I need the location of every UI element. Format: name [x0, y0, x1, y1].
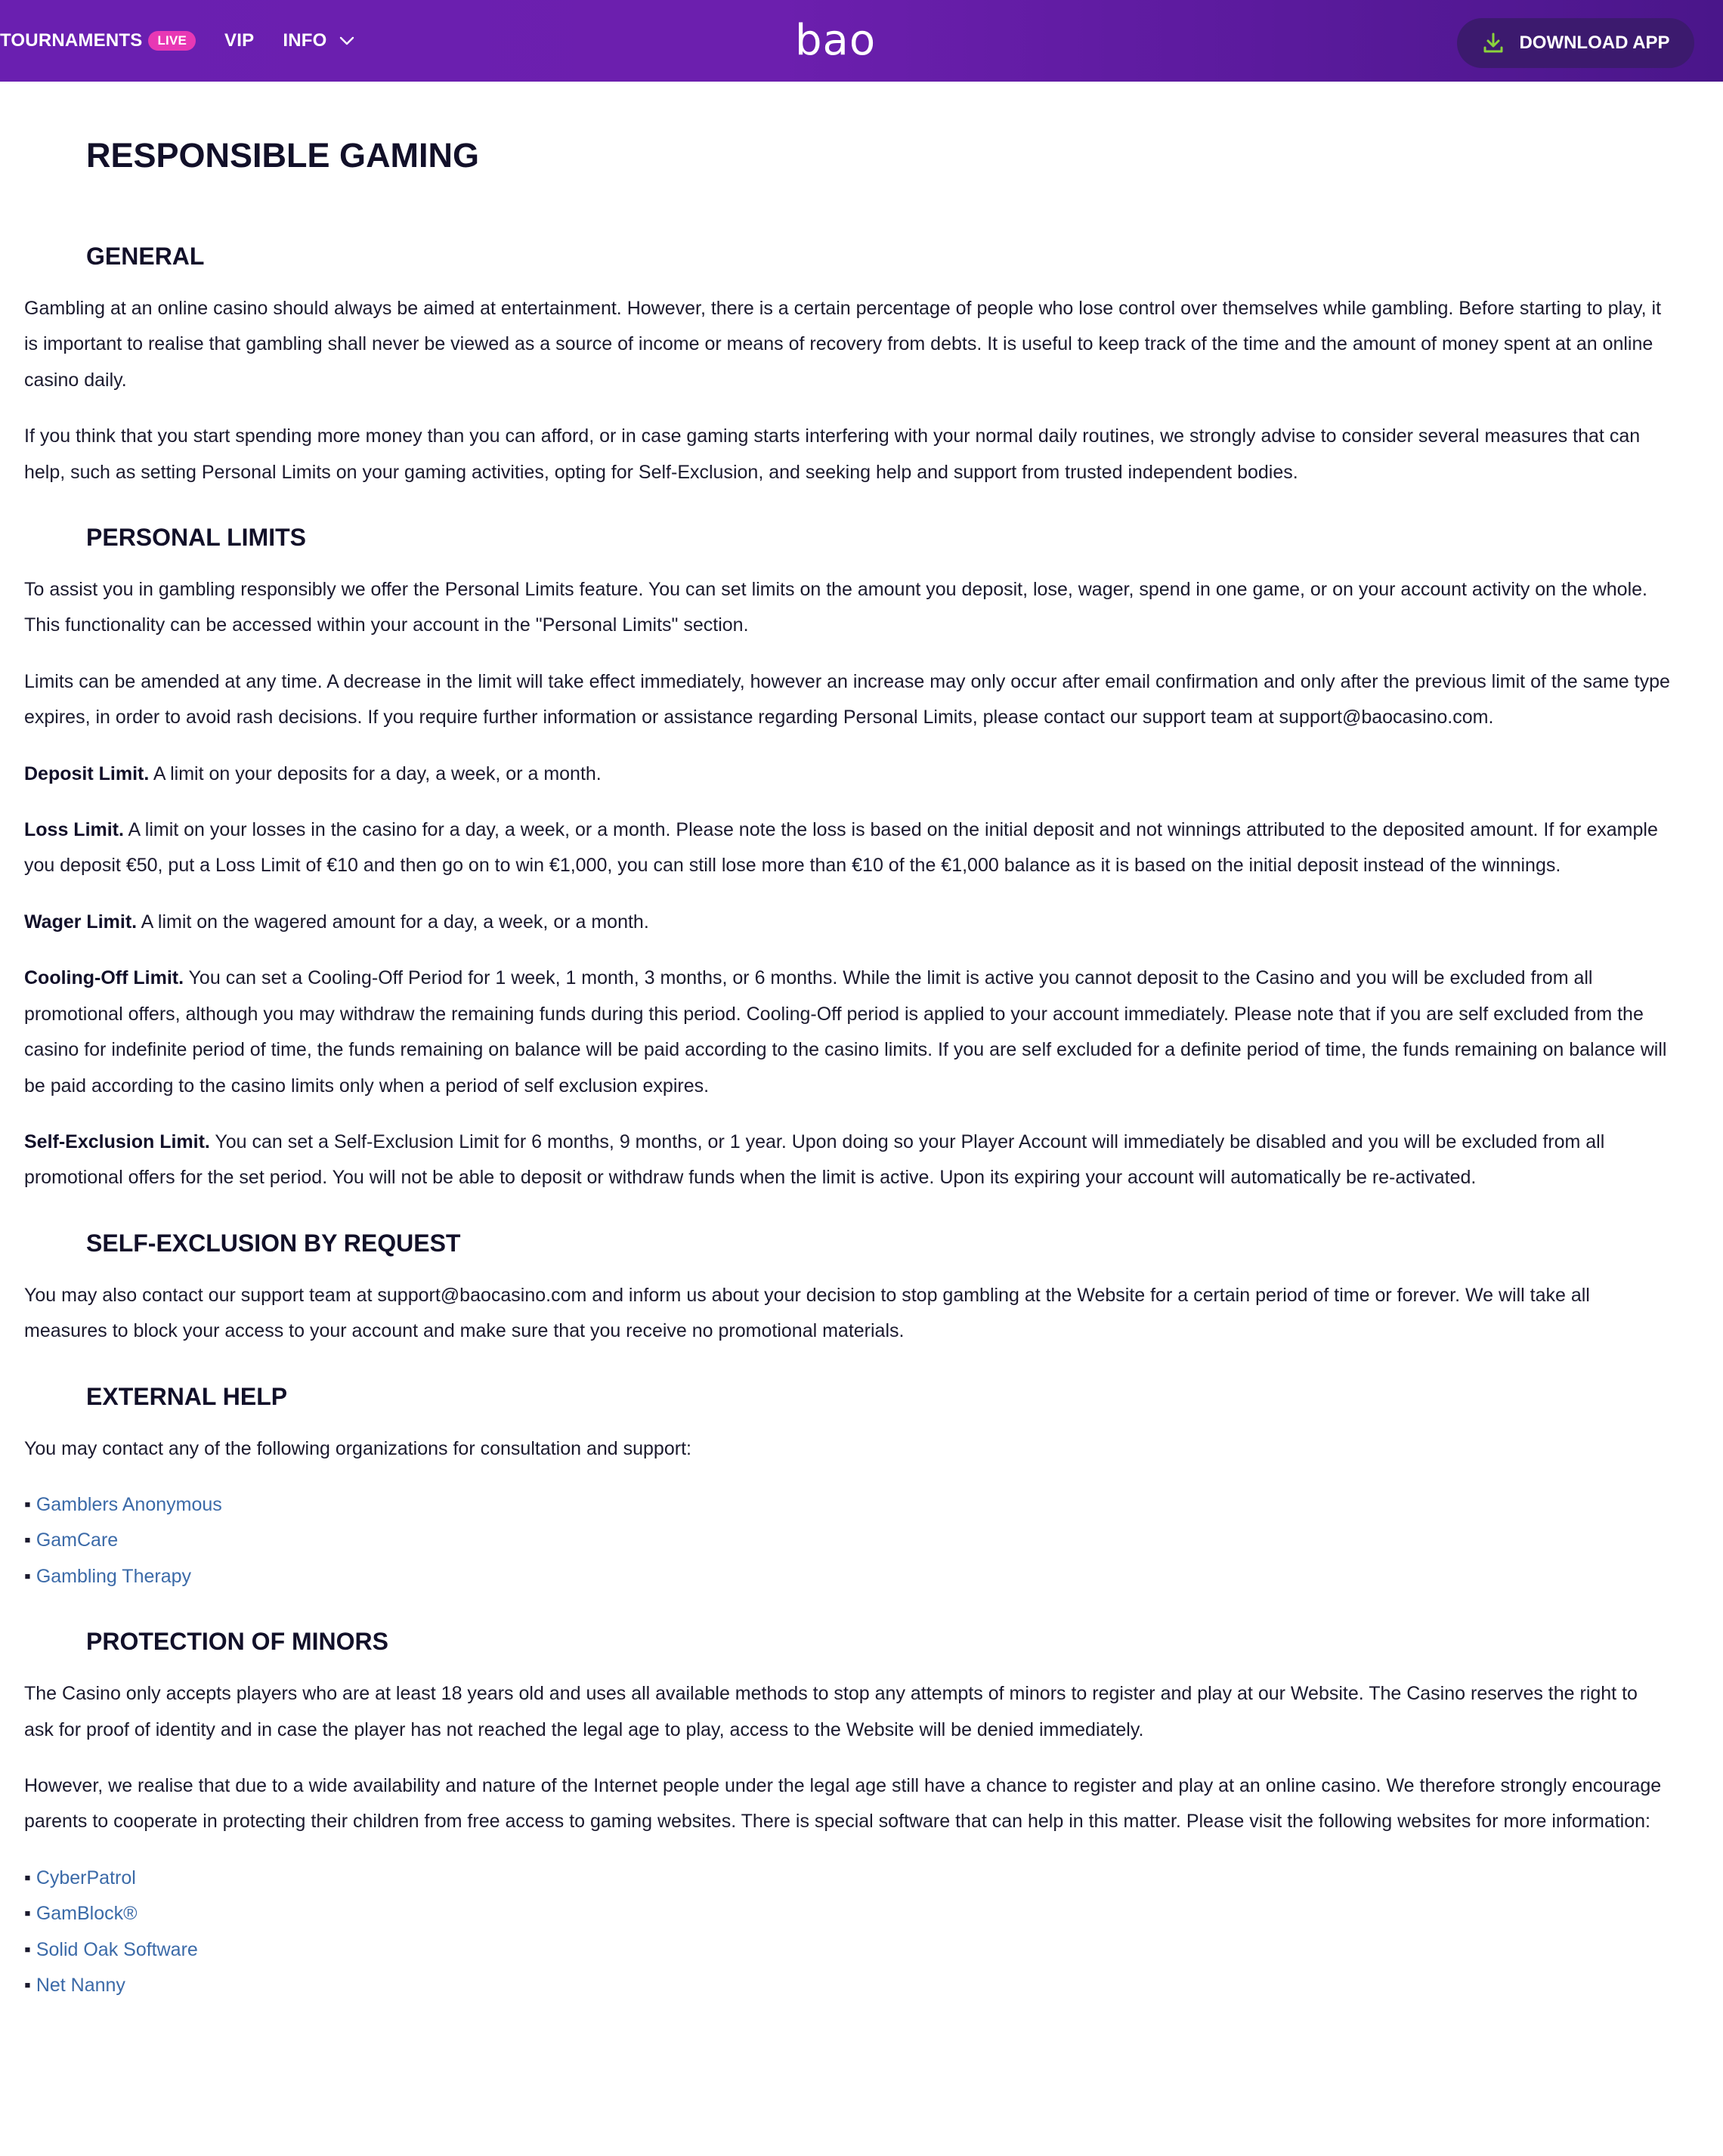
chevron-down-icon: [339, 32, 355, 49]
self-exclusion-limit-item: [24, 1124, 1672, 1196]
download-app-button[interactable]: [1457, 18, 1694, 68]
link-gamcare[interactable]: GamCare: [36, 1530, 119, 1551]
general-paragraph-1: Gambling at an online casino should always be aimed at entertainment. However, there is a certain percentage of people who lose control over themselves while gambling. Before starting to play, it is important to realise that gambling shall never be viewed as a source of income or means of recovery from debts. It is useful to keep track of the time and the amount of money spent at an online casino daily.: [24, 298, 1662, 391]
nav-info-label: INFO: [283, 30, 327, 51]
link-solid-oak-software[interactable]: Solid Oak Software: [36, 1938, 198, 1960]
list-item: ▪ Solid Oak Software: [24, 1938, 198, 1960]
link-cyberpatrol[interactable]: CyberPatrol: [36, 1867, 136, 1888]
link-gamblers-anonymous[interactable]: Gamblers Anonymous: [36, 1493, 222, 1515]
list-item: ▪ GamBlock®: [24, 1903, 138, 1925]
nav-vip-label: VIP: [224, 30, 255, 51]
download-app-label: DOWNLOAD APP: [1519, 32, 1670, 53]
list-item: ▪ Gambling Therapy: [24, 1565, 192, 1587]
loss-limit-label: Loss Limit.: [24, 819, 124, 841]
list-item: ▪ GamCare: [24, 1530, 119, 1551]
loss-limit-text: A limit on your losses in the casino for a day, a week, or a month. Please note the loss is based on the initial deposit and not winnings attributed to the deposited amount. If for example you deposit €50, put a Loss Limit of €10 and then go on to win €1,000, you can still lose more than €10 of the €1,000 balance as it is based on the initial deposit instead of the winnings.: [24, 819, 1658, 877]
wager-limit-label: Wager Limit.: [24, 911, 138, 933]
external-help-paragraph: You may contact any of the following organizations for consultation and support:: [24, 1437, 691, 1459]
minors-paragraph-1: The Casino only accepts players who are at least 18 years old and uses all available methods to stop any attempts of minors to register and play at our Website. The Casino reserves the right to ask for proof of identity and in case the player has not reached the legal age to play, access to the Website will be denied immediately.: [24, 1683, 1638, 1740]
deposit-limit-label: Deposit Limit.: [24, 762, 150, 784]
list-item: ▪ Gamblers Anonymous: [24, 1493, 222, 1515]
main-content: [0, 82, 1672, 2003]
nav-vip[interactable]: [224, 30, 254, 51]
deposit-limit-item: [24, 756, 1672, 792]
page-title: RESPONSIBLE GAMING: [86, 136, 480, 175]
section-heading-general: GENERAL: [86, 243, 205, 270]
section-heading-self-exclusion: SELF-EXCLUSION BY REQUEST: [86, 1229, 461, 1257]
section-heading-external-help: EXTERNAL HELP: [86, 1382, 288, 1410]
minors-paragraph-2: However, we realise that due to a wide availability and nature of the Internet people under the legal age still have a chance to register and play at an online casino. We therefore strongly encourage parents to cooperate in protecting their children from free access to gaming websites. There is special software that can help in this matter. Please visit the following websites for more information:: [24, 1774, 1662, 1833]
personal-limits-paragraph-2: Limits can be amended at any time. A decrease in the limit will take effect immediately, however an increase may only occur after email confirmation and only after the previous limit of the same type expires, in order to avoid rash decisions. If you require further information or assistance regarding Personal Limits, please contact our support team at support@baocasino.com.: [24, 670, 1670, 728]
wager-limit-item: [24, 905, 1672, 940]
link-gamblock[interactable]: GamBlock®: [36, 1903, 138, 1925]
external-help-links: [24, 1487, 1672, 1595]
nav-tournaments-label: TOURNAMENTS: [0, 30, 143, 51]
nav-info-dropdown[interactable]: [283, 30, 355, 51]
personal-limits-paragraph-1: To assist you in gambling responsibly we offer the Personal Limits feature. You can set limits on the amount you deposit, lose, wager, spend in one game, or on your account activity on the whole. This functionality can be accessed within your account in the "Personal Limits" section.: [24, 579, 1647, 636]
self-exclusion-paragraph: You may also contact our support team at support@baocasino.com and inform us about your decision to stop gambling at the Website for a certain period of time or forever. We will take all measures to block your access to your account and make sure that you receive no promotional materials.: [24, 1284, 1590, 1342]
general-paragraph-2: If you think that you start spending more money than you can afford, or in case gaming starts interfering with your normal daily routines, we strongly advise to consider several measures that can help, such as setting Personal Limits on your gaming activities, opting for Self-Exclusion, and seeking help and support from trusted independent bodies.: [24, 425, 1641, 483]
self-exclusion-limit-label: Self-Exclusion Limit.: [24, 1131, 210, 1152]
section-heading-protection-of-minors: PROTECTION OF MINORS: [86, 1628, 388, 1656]
live-badge: LIVE: [148, 31, 196, 51]
cooling-off-limit-label: Cooling-Off Limit.: [24, 967, 184, 989]
list-item: ▪ Net Nanny: [24, 1975, 125, 1996]
loss-limit-item: [24, 812, 1672, 884]
list-item: ▪ CyberPatrol: [24, 1867, 136, 1888]
deposit-limit-text: A limit on your deposits for a day, a week, or a month.: [149, 762, 602, 784]
download-icon: [1481, 31, 1505, 55]
nav-tournaments[interactable]: [0, 30, 196, 51]
top-navigation-bar: [0, 0, 1723, 82]
wager-limit-text: A limit on the wagered amount for a day, a week, or a month.: [137, 911, 649, 933]
link-net-nanny[interactable]: Net Nanny: [36, 1975, 125, 1996]
cooling-off-limit-item: [24, 960, 1672, 1104]
self-exclusion-limit-text: You can set a Self-Exclusion Limit for 6 months, 9 months, or 1 year. Upon doing so your Player Account will immediately be disabled and you will be excluded from all promotional offers for the set period. You will not be able to deposit or withdraw funds when the limit is active. Upon its expiring your account will automatically be re-activated.: [24, 1131, 1605, 1189]
cooling-off-limit-text: You can set a Cooling-Off Period for 1 week, 1 month, 3 months, or 6 months. While the limit is active you cannot deposit to the Casino and you will be excluded from all promotional offers, although you may withdraw the remaining funds during this period. Cooling-Off period is applied to your account immediately. Please note that if you are self excluded from the casino for indefinite period of time, the funds remaining on balance will be paid according to the casino limits. If you are self excluded for a definite period of time, the funds remaining on balance will be paid according to the casino limits only when a period of self exclusion expires.: [24, 967, 1667, 1097]
bao-logo[interactable]: bao: [795, 16, 877, 65]
minors-software-links: [24, 1861, 1672, 2004]
section-heading-personal-limits: PERSONAL LIMITS: [86, 524, 306, 552]
main-nav: [0, 0, 355, 82]
link-gambling-therapy[interactable]: Gambling Therapy: [36, 1565, 192, 1587]
